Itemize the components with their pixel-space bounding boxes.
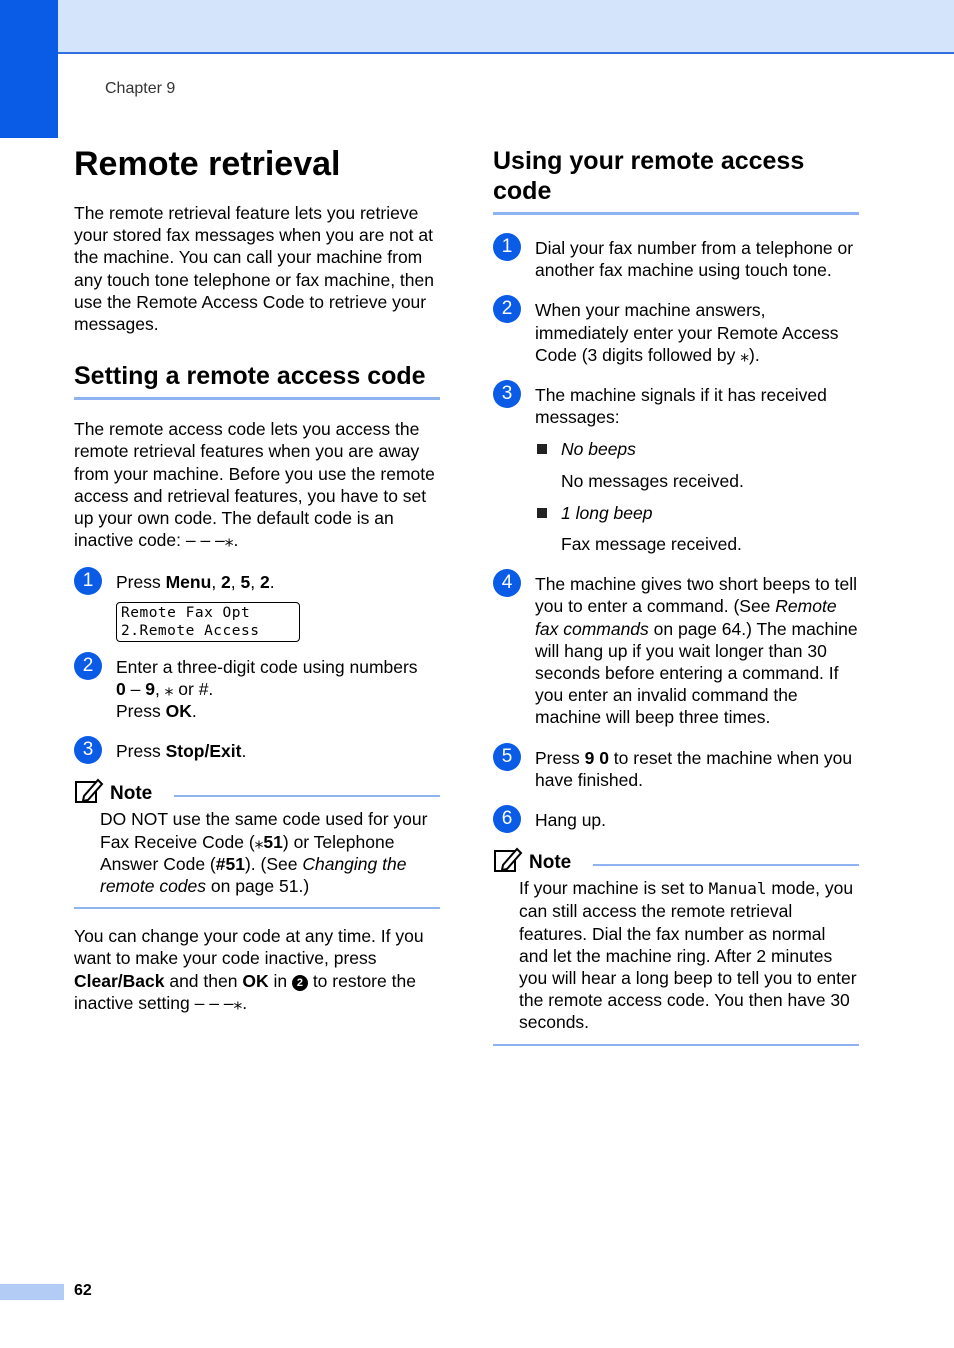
note-pencil-icon [74,776,104,806]
lcd-line-2: 2.Remote Access [121,622,260,639]
step-ref-icon: 2 [292,975,308,991]
list-item: No beeps [535,438,859,460]
lcd-line-1: Remote Fax Opt [121,604,251,621]
section-heading-wrap [493,146,859,215]
step-number: 2 [493,295,521,323]
step-number: 6 [493,805,521,833]
section-title-setting: Setting a remote access code [74,362,426,391]
intro-paragraph: The remote retrieval feature lets you retrieve your stored fax messages when you are not at the machine. You can call your machine from any touch tone telephone or fax machine, then use the Remote Access Code to retrieve your messages. [74,203,434,335]
chapter-tab [0,0,58,138]
note-body: DO NOT use the same code used for your Fax Receive Code (⁎51) or Telephone Answer Code (#51). (See Changing the remote codes on page 51.) [100,809,428,897]
note-title: Note [529,852,572,874]
step-1: 1 Press Menu, 2, 5, 2. Remote Fax Opt 2.Remote Access [74,571,440,641]
step-2: 2 Enter a three-digit code using numbers 0 – 9, ⁎ or #. Press OK. [74,656,440,723]
note-box-left [74,774,440,909]
step-6: 6 Hang up. [493,809,859,831]
section-intro: The remote access code lets you access the remote retrieval features when you are away from your machine. Before you use the remote access and retrieval features, you have to set up your own code. The default code is an inactive code: – – –⁎. [74,419,435,551]
header-bar [0,0,954,54]
section-heading-wrap [74,361,440,400]
step-3: 3 The machine signals if it has received messages: No beeps No messages received. 1 long beep Fax message received. [493,384,859,555]
step-number: 3 [74,736,102,764]
step-number: 1 [74,567,102,595]
step-4: 4 The machine gives two short beeps to tell you to enter a command. (See Remote fax commands on page 64.) The machine will hang up if you wait longer than 30 seconds before entering a command. If you enter an invalid command the machine will beep three times. [493,573,859,728]
section-title-using: Using your remote access code [493,147,805,205]
lcd-display [116,602,300,642]
chapter-label: Chapter 9 [105,80,176,97]
note-box-right [493,843,859,1045]
step-1: 1 Dial your fax number from a telephone or another fax machine using touch tone. [493,237,859,281]
note-title: Note [110,783,153,805]
note-header [74,774,440,808]
step-3: 3 Press Stop/Exit. [74,740,440,762]
step-number: 4 [493,569,521,597]
step-2: 2 When your machine answers, immediately enter your Remote Access Code (3 digits followed by ⁎). [493,299,859,366]
step-number: 3 [493,380,521,408]
step-5: 5 Press 9 0 to reset the machine when you have finished. [493,747,859,791]
page-number: 62 [74,1282,92,1299]
right-column [493,140,859,1046]
step-number: 1 [493,233,521,261]
note-body: If your machine is set to Manual mode, you can still access the remote retrieval features. Dial the fax number as normal and let the machine ring. After 2 minutes you will hear a long beep to tell you to enter the remote access code. You then have 30 seconds. [519,878,857,1033]
left-column [74,140,440,1014]
list-item: 1 long beep [535,502,859,524]
after-note-paragraph: You can change your code at any time. If you want to make your code inactive, press Clear/Back and then OK in 2 to restore the inactive setting – – –⁎. [74,926,424,1013]
note-pencil-icon [493,845,523,875]
note-header [493,843,859,877]
step-number: 5 [493,743,521,771]
step-number: 2 [74,652,102,680]
page-number-bar [0,1284,64,1300]
signal-list: No beeps No messages received. 1 long beep Fax message received. [535,438,859,555]
page-title: Remote retrieval [74,145,341,183]
